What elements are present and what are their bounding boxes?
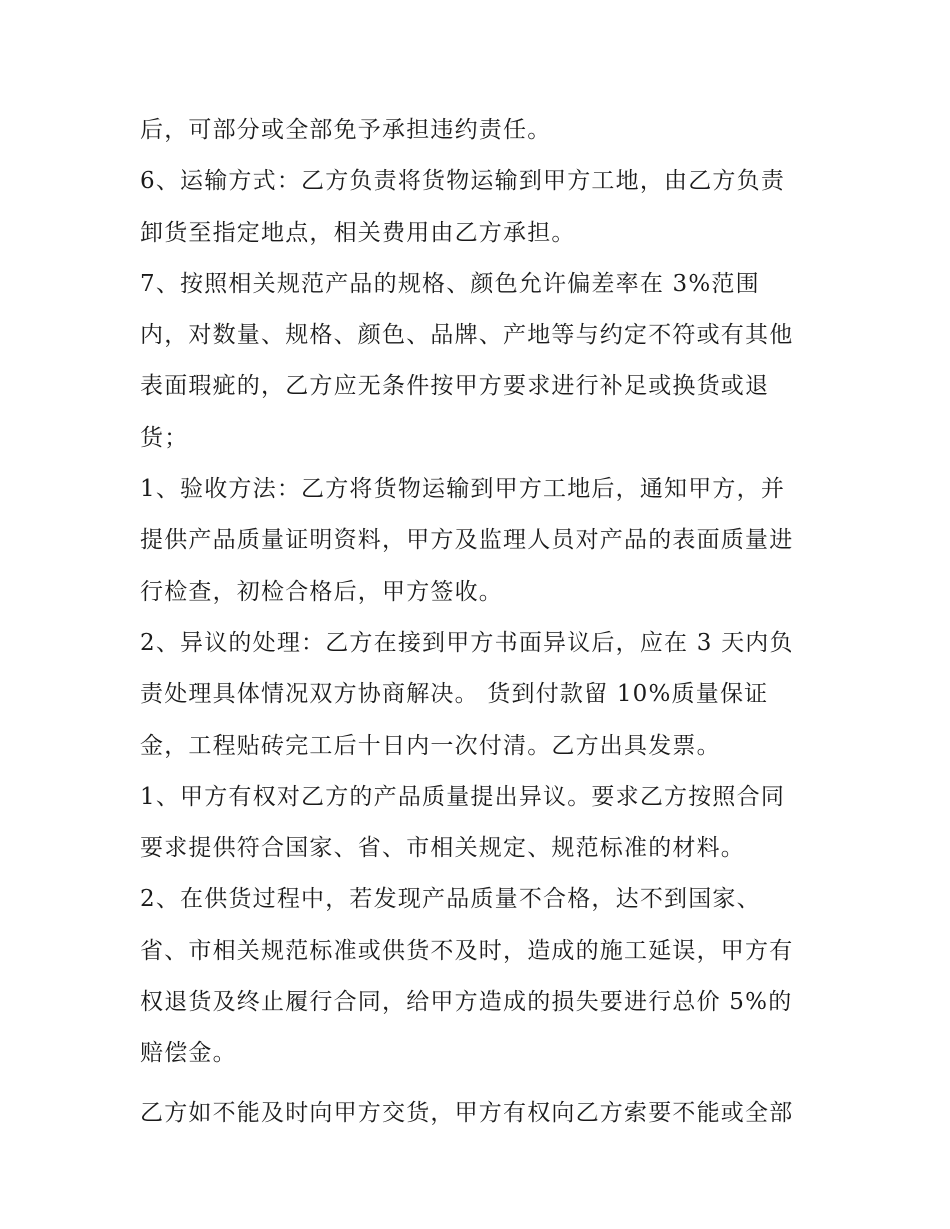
contract-text [140, 105, 830, 1139]
text-line: 卸货至指定地点，相关费用由乙方承担。 [140, 219, 576, 246]
text-line: 后，可部分或全部免予承担违约责任。 [140, 117, 552, 143]
text-line: 提供产品质量证明资料，甲方及监理人员对产品的表面质量进 [140, 527, 794, 554]
text-line: 6、运输方式：乙方负责将货物运输到甲方工地，由乙方负责 [140, 168, 786, 195]
text-line: 责处理具体情况双方协商解决。 货到付款留 10%质量保证 [140, 681, 769, 708]
text-line: 货； [140, 424, 189, 451]
text-line: 省、市相关规范标准或供货不及时，造成的施工延误，甲方有 [140, 937, 794, 964]
text-line: 行检查，初检合格后，甲方签收。 [140, 578, 503, 605]
text-line: 内，对数量、规格、颜色、品牌、产地等与约定不符或有其他 [140, 322, 794, 349]
text-line: 金，工程贴砖完工后十日内一次付清。乙方出具发票。 [140, 732, 721, 759]
text-line: 1、验收方法：乙方将货物运输到甲方工地后，通知甲方，并 [140, 476, 786, 503]
text-line: 要求提供符合国家、省、市相关规定、规范标准的材料。 [140, 835, 745, 862]
text-line: 2、异议的处理：乙方在接到甲方书面异议后，应在 3 天内负 [140, 629, 794, 656]
text-line: 1、甲方有权对乙方的产品质量提出异议。要求乙方按照合同 [140, 783, 786, 810]
text-line: 赔偿金。 [140, 1040, 237, 1067]
text-line: 权退货及终止履行合同，给甲方造成的损失要进行总价 5%的 [140, 989, 793, 1016]
text-line: 7、按照相关规范产品的规格、颜色允许偏差率在 3%范围 [140, 270, 760, 297]
text-line: 表面瑕疵的，乙方应无条件按甲方要求进行补足或换货或退 [140, 373, 770, 400]
text-line: 2、在供货过程中，若发现产品质量不合格，达不到国家、 [140, 886, 761, 913]
text-line: 乙方如不能及时向甲方交货，甲方有权向乙方索要不能或全部 [140, 1099, 794, 1126]
